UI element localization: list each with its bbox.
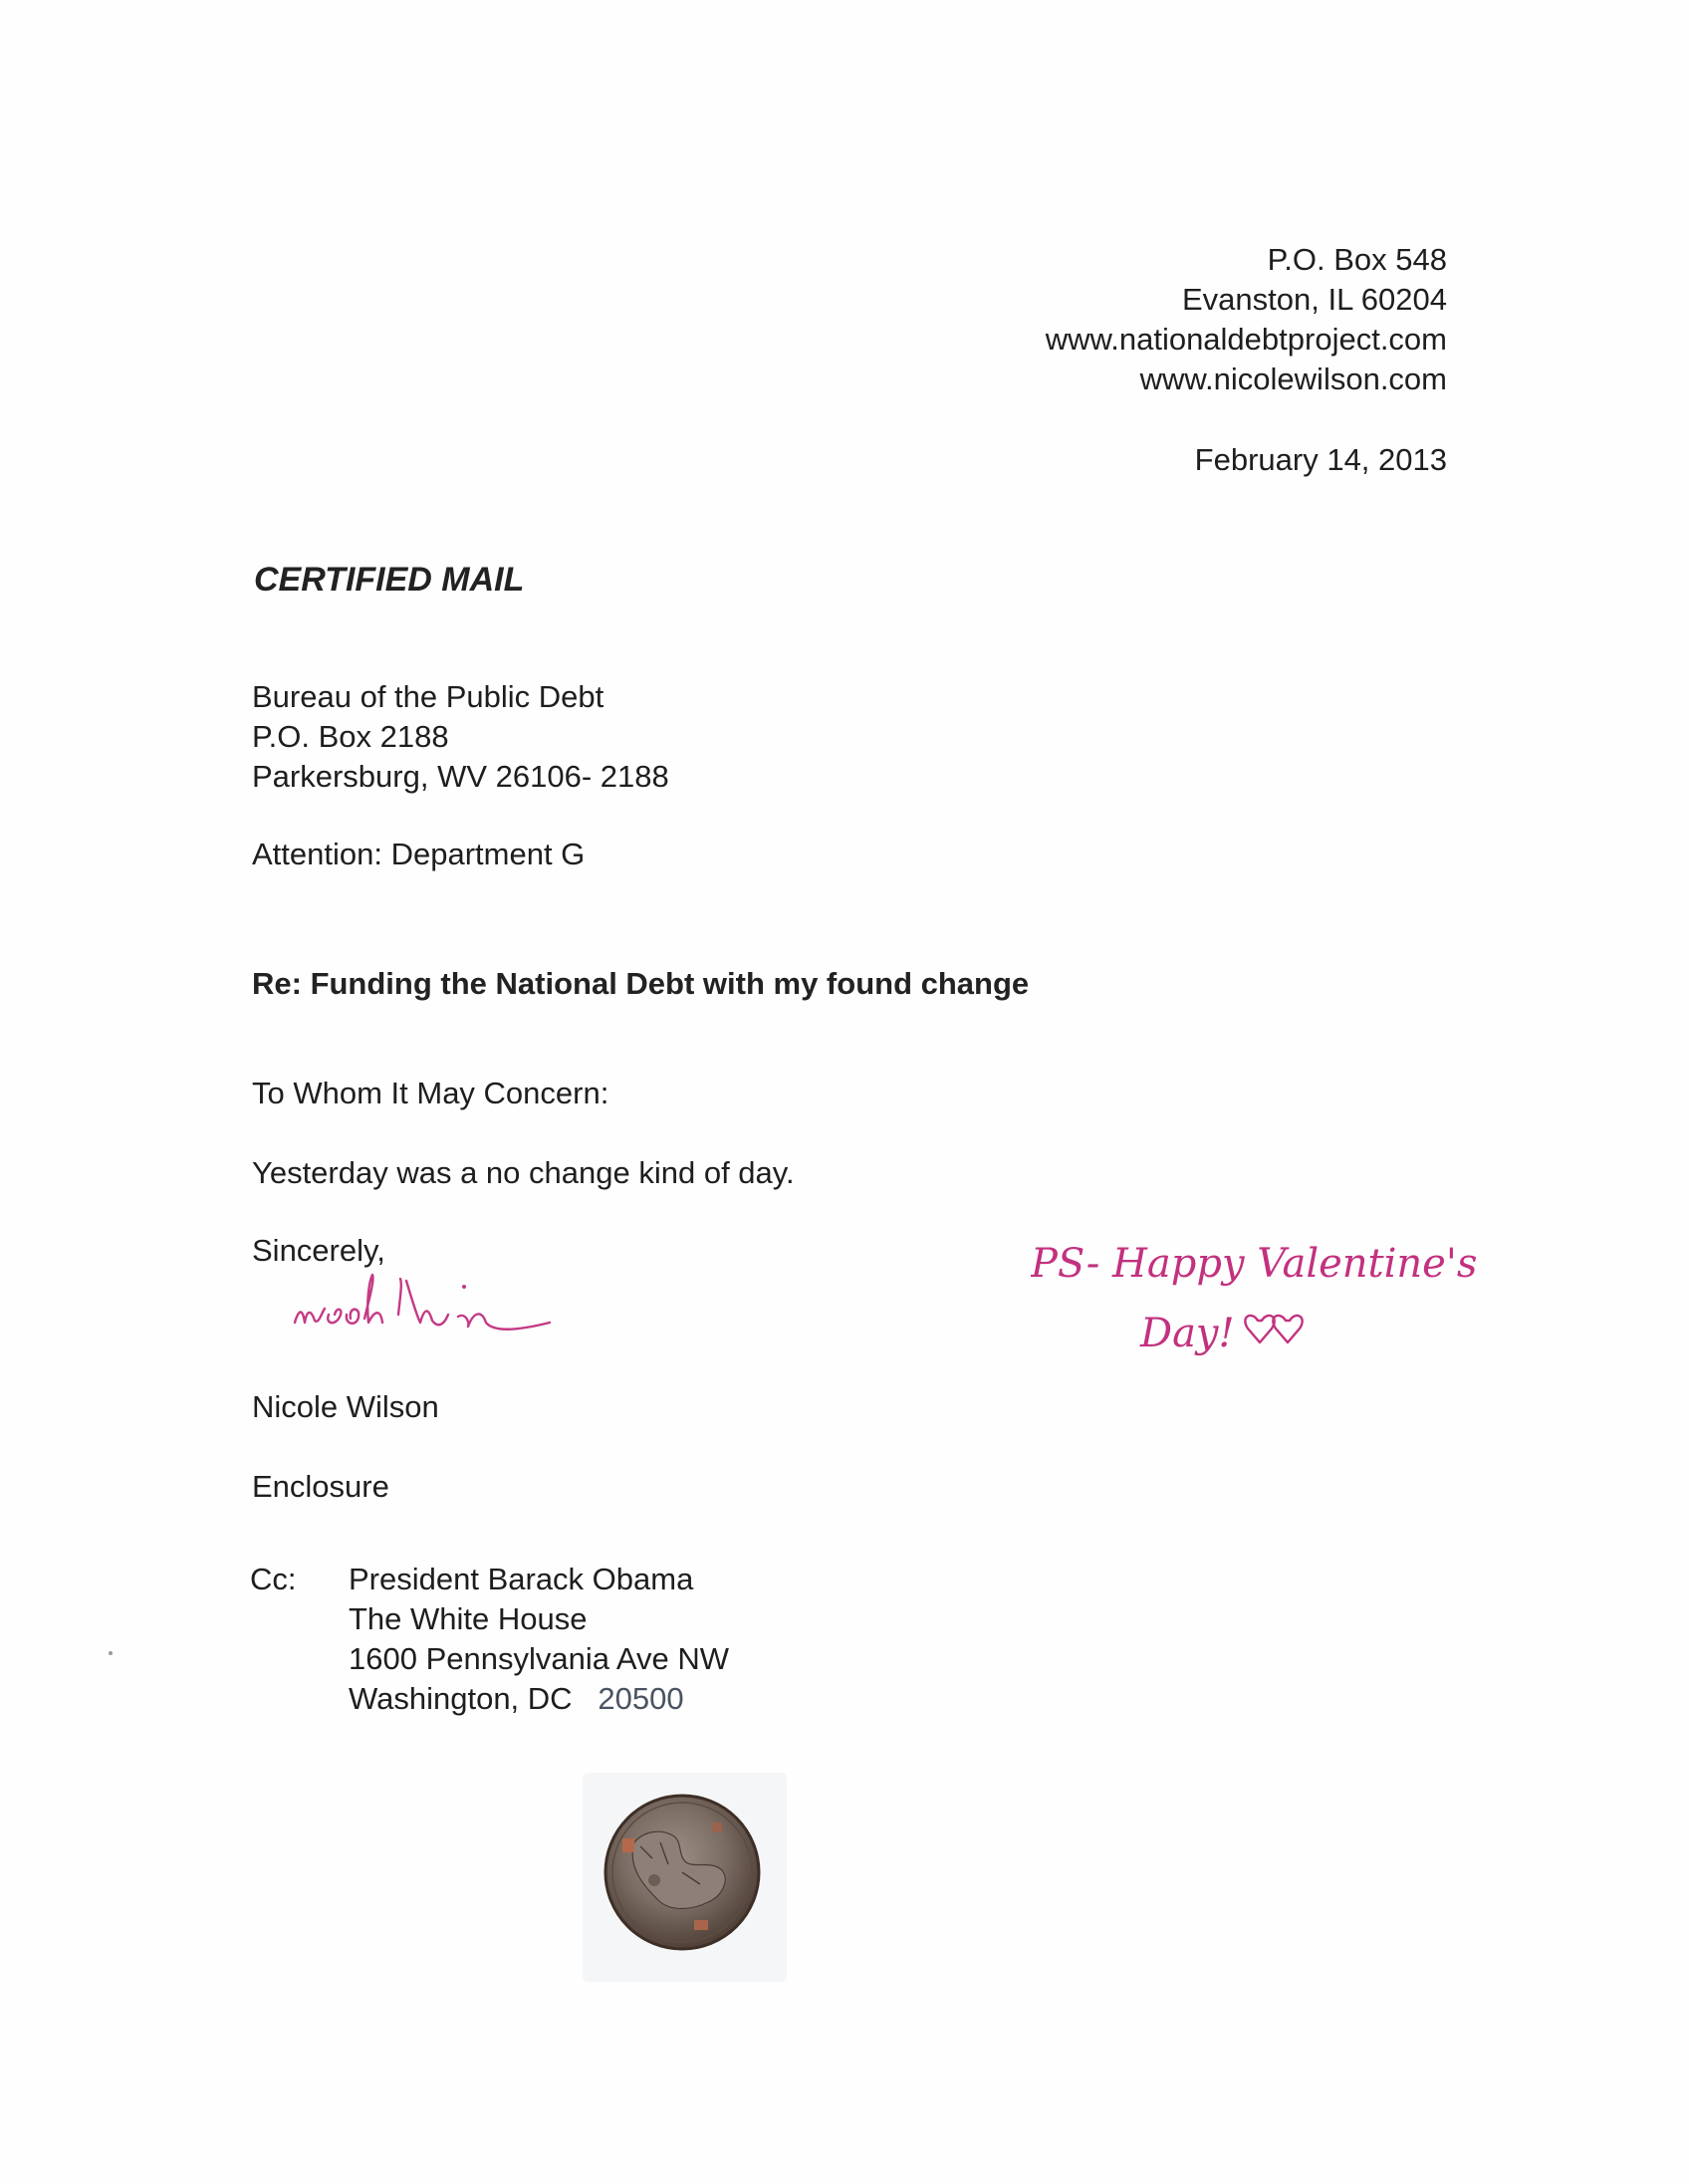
ps-note-line-2: Day! bbox=[1140, 1311, 1235, 1356]
subject-line: Re: Funding the National Debt with my found change bbox=[252, 966, 1030, 1001]
cc-street: 1600 Pennsylvania Ave NW bbox=[349, 1641, 729, 1676]
enclosure-block bbox=[252, 1467, 389, 1507]
cc-label: Cc: bbox=[250, 1562, 297, 1596]
heart-icon bbox=[1245, 1316, 1302, 1342]
enclosed-penny bbox=[583, 1773, 787, 1982]
sender-website-2: www.nicolewilson.com bbox=[1139, 362, 1447, 396]
cc-city: Washington, DC bbox=[349, 1681, 573, 1716]
handwritten-signature bbox=[289, 1265, 598, 1344]
cc-building: The White House bbox=[349, 1601, 588, 1636]
certified-mail-heading: CERTIFIED MAIL bbox=[254, 561, 525, 599]
salutation bbox=[252, 1074, 608, 1113]
recipient-city: Parkersburg, WV 26106- 2188 bbox=[252, 759, 669, 794]
letter-date: February 14, 2013 bbox=[1194, 442, 1447, 477]
handwritten-ps-note bbox=[1031, 1225, 1568, 1374]
penny-coin-icon bbox=[583, 1773, 787, 1982]
sender-address bbox=[1046, 240, 1447, 399]
sender-website-1: www.nationaldebtproject.com bbox=[1045, 322, 1447, 357]
letter-body bbox=[252, 1153, 795, 1193]
recipient-address bbox=[252, 677, 669, 797]
ps-note-line-1: PS- Happy Valentine's bbox=[1031, 1241, 1478, 1287]
scan-speck bbox=[109, 1651, 113, 1655]
signer-name: Nicole Wilson bbox=[252, 1389, 439, 1424]
cc-name: President Barack Obama bbox=[349, 1562, 694, 1596]
closing-text: Sincerely, bbox=[252, 1233, 385, 1268]
cc-address bbox=[349, 1560, 729, 1719]
sender-po-box: P.O. Box 548 bbox=[1267, 242, 1447, 277]
recipient-po-box: P.O. Box 2188 bbox=[252, 719, 449, 754]
attention-line bbox=[252, 835, 585, 874]
salutation-text: To Whom It May Concern: bbox=[252, 1076, 609, 1110]
enclosure-text: Enclosure bbox=[252, 1469, 389, 1504]
body-text: Yesterday was a no change kind of day. bbox=[252, 1155, 795, 1190]
sender-city: Evanston, IL 60204 bbox=[1182, 282, 1447, 317]
cc-zip: 20500 bbox=[598, 1681, 684, 1716]
attention-text: Attention: Department G bbox=[252, 837, 586, 871]
signer-block bbox=[252, 1387, 439, 1427]
cc-city-line bbox=[349, 1679, 729, 1719]
recipient-name: Bureau of the Public Debt bbox=[252, 679, 604, 714]
